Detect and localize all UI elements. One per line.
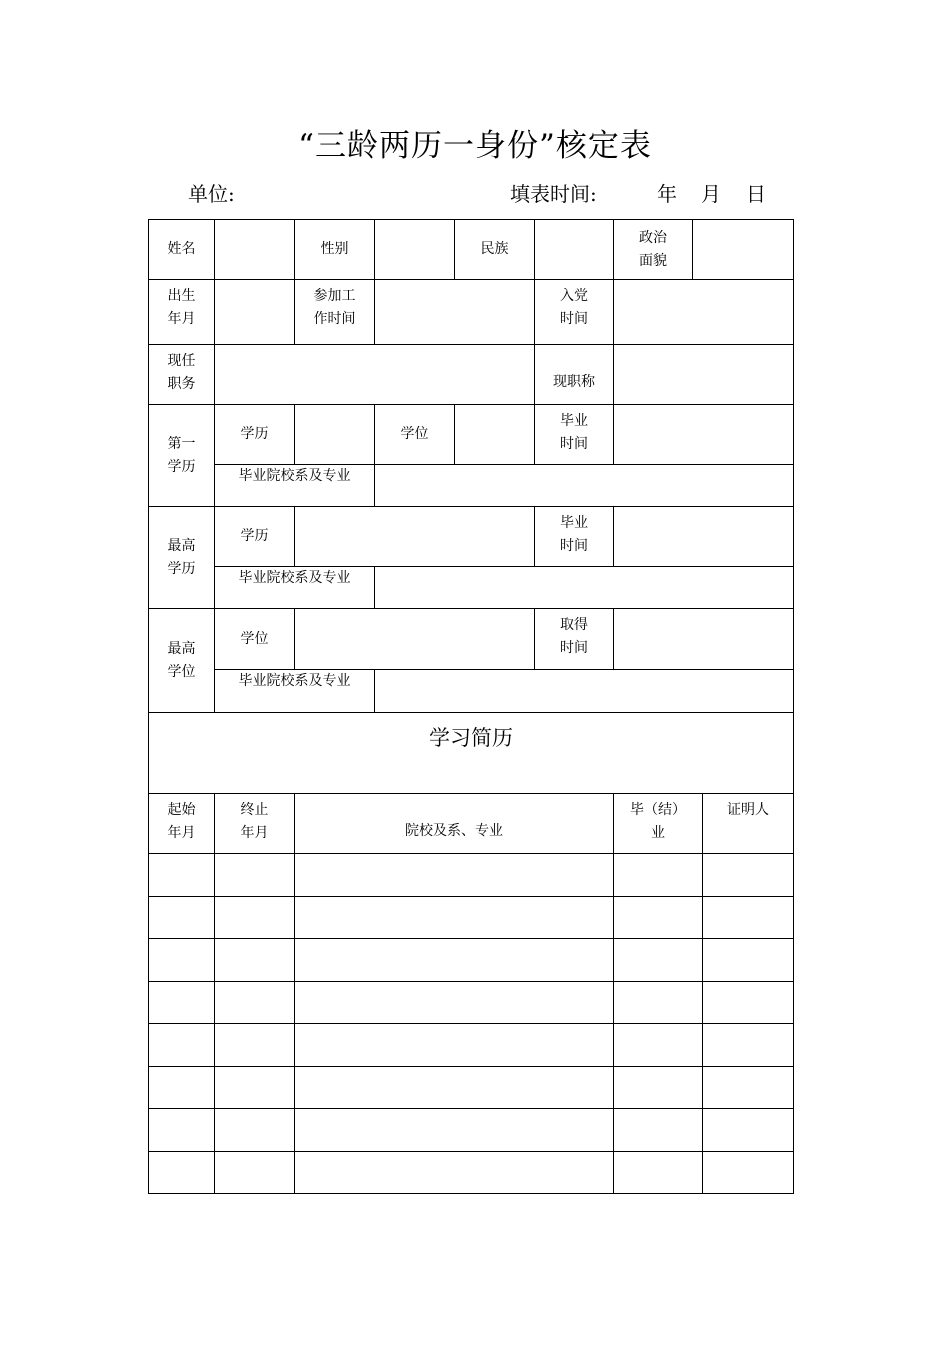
graduation-cell[interactable] [614, 1067, 703, 1109]
witness-cell[interactable] [703, 897, 794, 939]
study-history-title: 学习简历 [149, 713, 794, 794]
fill-time-label: 填表时间: [510, 182, 597, 206]
school-major-cell[interactable] [295, 1152, 614, 1194]
study-history-section-row [149, 713, 794, 794]
graduation-cell[interactable] [614, 1109, 703, 1152]
graduation-header: 毕（结） 业 [614, 794, 703, 854]
first-degree-label: 学位 [375, 405, 455, 465]
verification-form-table [148, 219, 794, 1194]
witness-cell[interactable] [703, 982, 794, 1024]
professional-title-label: 现职称 [535, 345, 614, 405]
first-degree-input-cell[interactable] [455, 405, 535, 465]
witness-cell[interactable] [703, 854, 794, 897]
party-join-input-cell[interactable] [614, 280, 794, 345]
current-position-label: 现任 职务 [149, 345, 215, 405]
start-date-cell[interactable] [149, 939, 215, 982]
school-major-cell[interactable] [295, 854, 614, 897]
table-row [149, 854, 794, 897]
witness-cell[interactable] [703, 939, 794, 982]
study-history-header-row [149, 794, 794, 854]
first-grad-time-input-cell[interactable] [614, 405, 794, 465]
degree-obtain-time-label: 取得 时间 [535, 609, 614, 670]
graduation-cell[interactable] [614, 939, 703, 982]
highest-education-row [149, 507, 794, 567]
birth-date-label: 出生 年月 [149, 280, 215, 345]
unit-label: 单位: [188, 182, 235, 206]
school-major-cell[interactable] [295, 897, 614, 939]
highest-school-major-input-cell[interactable] [375, 567, 794, 609]
first-grad-time-label: 毕业 时间 [535, 405, 614, 465]
day-label: 日 [746, 182, 766, 206]
table-row [149, 1152, 794, 1194]
start-date-cell[interactable] [149, 854, 215, 897]
start-date-cell[interactable] [149, 1152, 215, 1194]
graduation-cell[interactable] [614, 1024, 703, 1067]
table-row [149, 1109, 794, 1152]
graduation-cell[interactable] [614, 1152, 703, 1194]
highest-degree-label: 最高 学位 [149, 609, 215, 713]
graduation-cell[interactable] [614, 854, 703, 897]
highest-edu-type-input-cell[interactable] [295, 507, 535, 567]
end-date-cell[interactable] [215, 1067, 295, 1109]
political-status-label: 政治 面貌 [614, 220, 693, 280]
witness-cell[interactable] [703, 1067, 794, 1109]
school-major-header: 院校及系、专业 [295, 794, 614, 854]
start-date-cell[interactable] [149, 982, 215, 1024]
highest-degree-type-input-cell[interactable] [295, 609, 535, 670]
start-date-cell[interactable] [149, 1067, 215, 1109]
first-school-major-input-cell[interactable] [375, 465, 794, 507]
end-date-cell[interactable] [215, 897, 295, 939]
table-row [149, 897, 794, 939]
school-major-cell[interactable] [295, 1067, 614, 1109]
graduation-cell[interactable] [614, 897, 703, 939]
table-row [149, 939, 794, 982]
end-date-cell[interactable] [215, 1024, 295, 1067]
first-school-major-label: 毕业院校系及专业 [215, 465, 375, 507]
highest-grad-time-label: 毕业 时间 [535, 507, 614, 567]
witness-cell[interactable] [703, 1152, 794, 1194]
highest-education-school-row [149, 567, 794, 609]
work-start-label: 参加工 作时间 [295, 280, 375, 345]
name-label: 姓名 [149, 220, 215, 280]
highest-edu-type-label: 学历 [215, 507, 295, 567]
position-row [149, 345, 794, 405]
school-major-cell[interactable] [295, 982, 614, 1024]
highest-degree-school-row [149, 670, 794, 713]
degree-obtain-time-input-cell[interactable] [614, 609, 794, 670]
witness-cell[interactable] [703, 1109, 794, 1152]
start-date-header: 起始 年月 [149, 794, 215, 854]
graduation-cell[interactable] [614, 982, 703, 1024]
highest-education-label: 最高 学历 [149, 507, 215, 609]
table-row [149, 982, 794, 1024]
first-edu-type-label: 学历 [215, 405, 295, 465]
name-input-cell[interactable] [215, 220, 295, 280]
birth-date-input-cell[interactable] [215, 280, 295, 345]
witness-cell[interactable] [703, 1024, 794, 1067]
school-major-cell[interactable] [295, 1109, 614, 1152]
birth-work-party-row [149, 280, 794, 345]
school-major-cell[interactable] [295, 1024, 614, 1067]
first-education-school-row [149, 465, 794, 507]
highest-degree-row [149, 609, 794, 670]
highest-school-major-label: 毕业院校系及专业 [215, 567, 375, 609]
end-date-cell[interactable] [215, 1109, 295, 1152]
year-label: 年 [657, 182, 677, 206]
professional-title-input-cell[interactable] [614, 345, 794, 405]
work-start-input-cell[interactable] [375, 280, 535, 345]
first-education-label: 第一 学历 [149, 405, 215, 507]
table-row [149, 1067, 794, 1109]
current-position-input-cell[interactable] [215, 345, 535, 405]
party-join-label: 入党 时间 [535, 280, 614, 345]
witness-header: 证明人 [703, 794, 794, 854]
start-date-cell[interactable] [149, 1109, 215, 1152]
month-label: 月 [701, 182, 721, 206]
start-date-cell[interactable] [149, 897, 215, 939]
highest-grad-time-input-cell[interactable] [614, 507, 794, 567]
form-title: “三龄两历一身份”核定表 [298, 128, 652, 164]
first-education-row [149, 405, 794, 465]
end-date-cell[interactable] [215, 939, 295, 982]
table-row [149, 1024, 794, 1067]
end-date-cell[interactable] [215, 854, 295, 897]
first-edu-type-input-cell[interactable] [295, 405, 375, 465]
political-status-input-cell[interactable] [693, 220, 794, 280]
degree-school-major-label: 毕业院校系及专业 [215, 670, 375, 713]
basic-info-row [149, 220, 794, 280]
ethnicity-input-cell[interactable] [535, 220, 614, 280]
end-date-cell[interactable] [215, 1152, 295, 1194]
gender-input-cell[interactable] [375, 220, 455, 280]
highest-degree-type-label: 学位 [215, 609, 295, 670]
gender-label: 性别 [295, 220, 375, 280]
degree-school-major-input-cell[interactable] [375, 670, 794, 713]
start-date-cell[interactable] [149, 1024, 215, 1067]
end-date-header: 终止 年月 [215, 794, 295, 854]
school-major-cell[interactable] [295, 939, 614, 982]
end-date-cell[interactable] [215, 982, 295, 1024]
ethnicity-label: 民族 [455, 220, 535, 280]
